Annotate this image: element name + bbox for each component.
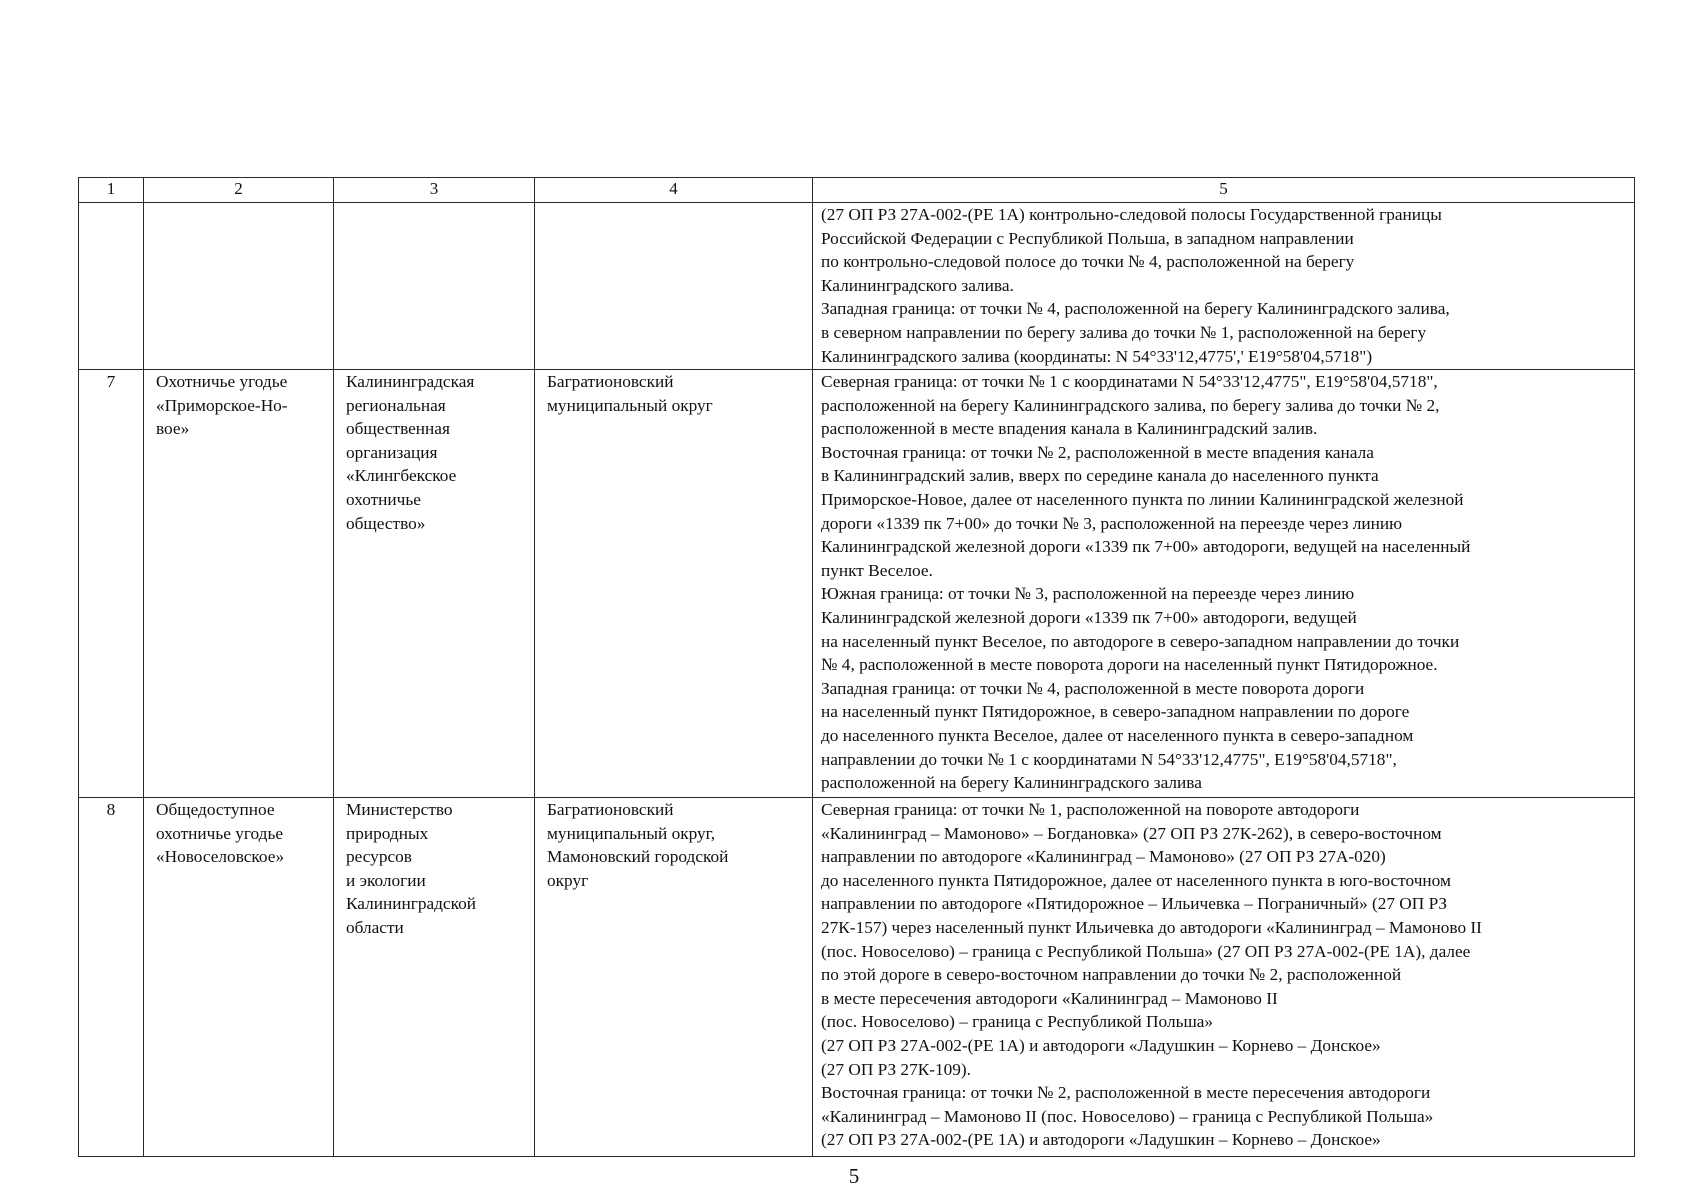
table-row-8 xyxy=(79,798,1635,1157)
boundary-line: 27К-157) через населенный пункт Ильичевка до автодороги «Калининград – Мамоново II xyxy=(821,917,1482,937)
name-line: «Новоселовское» xyxy=(156,847,285,867)
boundary-line: (пос. Новоселово) – граница с Республикой Польша» (27 ОП РЗ 27А-002-(РЕ 1А), далее xyxy=(821,941,1471,961)
cell-organization xyxy=(334,203,535,370)
boundary-line: Восточная граница: от точки № 2, расположенной в месте пересечения автодороги xyxy=(821,1083,1431,1103)
hunting-grounds-table xyxy=(78,177,1635,1157)
boundary-line: направлении по автодороге «Калининград – Мамоново» (27 ОП РЗ 27А-020) xyxy=(821,847,1386,867)
boundary-line: на населенный пункт Пятидорожное, в северо-западном направлении по дороге xyxy=(821,702,1410,722)
boundary-description xyxy=(813,798,1635,1157)
org-line: «Клингбекское xyxy=(346,466,457,486)
boundary-line: Восточная граница: от точки № 2, расположенной в месте впадения канала xyxy=(821,442,1374,462)
district-line: Багратионовский xyxy=(547,800,674,819)
cell-number xyxy=(79,203,144,370)
boundary-line: Западная граница: от точки № 4, расположенной в месте поворота дороги xyxy=(821,678,1365,698)
boundary-line: «Калининград – Мамоново II (пос. Новоселово) – граница с Республикой Польша» xyxy=(821,1106,1434,1126)
hunting-ground-name xyxy=(144,798,334,1157)
boundary-line: Приморское-Новое, далее от населенного пункта по линии Калининградской железной xyxy=(821,489,1464,509)
boundary-line: Российской Федерации с Республикой Польша, в западном направлении xyxy=(821,228,1354,248)
table-row-7 xyxy=(79,370,1635,798)
org-line: природных xyxy=(346,823,429,843)
boundary-line: Южная граница: от точки № 3, расположенной на переезде через линию xyxy=(821,584,1355,604)
boundary-line: до населенного пункта Веселое, далее от населенного пункта в северо-западном xyxy=(821,725,1414,745)
organization-name xyxy=(334,370,535,798)
boundary-line: по контрольно-следовой полосе до точки № 4, расположенной на берегу xyxy=(821,252,1355,272)
column-header-3: 3 xyxy=(334,178,535,203)
boundary-description xyxy=(813,370,1635,798)
page-number: 5 xyxy=(848,1164,860,1188)
district-name xyxy=(535,370,813,798)
boundary-line: пункт Веселое. xyxy=(821,560,933,580)
boundary-line: дороги «1339 пк 7+00» до точки № 3, расположенной на переезде через линию xyxy=(821,513,1403,533)
boundary-line: Западная граница: от точки № 4, расположенной на берегу Калининградского залива, xyxy=(821,299,1450,319)
organization-name xyxy=(334,798,535,1157)
row-number: 8 xyxy=(79,798,144,1157)
boundary-line: на населенный пункт Веселое, по автодороге в северо-западном направлении до точки xyxy=(821,631,1460,651)
column-header-4: 4 xyxy=(535,178,813,203)
boundary-line: (27 ОП РЗ 27К-109). xyxy=(821,1059,971,1079)
boundary-line: в северном направлении по берегу залива до точки № 1, расположенной на берегу xyxy=(821,322,1427,342)
boundary-line: (27 ОП РЗ 27А-002-(РЕ 1А) и автодороги «Ладушкин – Корнево – Донское» xyxy=(821,1035,1381,1055)
boundary-line: направлении по автодороге «Пятидорожное – Ильичевка – Пограничный» (27 ОП РЗ xyxy=(821,894,1448,914)
district-name xyxy=(535,798,813,1157)
boundary-line: (27 ОП РЗ 27А-002-(РЕ 1А) и автодороги «Ладушкин – Корнево – Донское» xyxy=(821,1130,1381,1150)
district-line: Мамоновский городской xyxy=(547,847,729,867)
name-line: «Приморское-Но- xyxy=(156,395,288,415)
district-line: муниципальный округ xyxy=(547,395,713,415)
district-line: Багратионовский xyxy=(547,372,674,391)
name-line: охотничье угодье xyxy=(156,823,284,843)
district-line: округ xyxy=(547,870,589,890)
boundary-line: Калининградской железной дороги «1339 пк 7+00» автодороги, ведущей xyxy=(821,607,1357,627)
table-row-continuation xyxy=(79,203,1635,370)
hunting-ground-name xyxy=(144,370,334,798)
boundary-line: в Калининградский залив, вверх по середине канала до населенного пункта xyxy=(821,466,1379,486)
boundary-line: расположенной на берегу Калининградского залива, по берегу залива до точки № 2, xyxy=(821,395,1440,415)
boundary-line: направлении до точки № 1 с координатами N 54°33'12,4775", E19°58'04,5718", xyxy=(821,749,1397,769)
column-header-1: 1 xyxy=(79,178,144,203)
cell-district xyxy=(535,203,813,370)
org-line: охотничье xyxy=(346,489,421,509)
boundary-line: Северная граница: от точки № 1, расположенной на повороте автодороги xyxy=(821,800,1360,819)
cell-ground-name xyxy=(144,203,334,370)
org-line: Калининградская xyxy=(346,372,475,391)
boundary-line: (пос. Новоселово) – граница с Республикой Польша» xyxy=(821,1012,1214,1032)
boundary-line: расположенной на берегу Калининградского залива xyxy=(821,773,1202,793)
boundary-line: расположенной в месте впадения канала в Калининградский залив. xyxy=(821,419,1318,439)
boundary-line: до населенного пункта Пятидорожное, далее от населенного пункта в юго-восточном xyxy=(821,870,1451,890)
boundary-line: Калининградского залива (координаты: N 54°33'12,4775',' E19°58'04,5718") xyxy=(821,346,1373,366)
name-line: вое» xyxy=(156,419,190,439)
column-number-row xyxy=(79,178,1635,203)
name-line: Общедоступное xyxy=(156,800,275,819)
boundary-line: Калининградского залива. xyxy=(821,275,1014,295)
column-header-5: 5 xyxy=(813,178,1635,203)
org-line: организация xyxy=(346,442,438,462)
org-line: Калининградской xyxy=(346,894,477,914)
boundary-line: (27 ОП РЗ 27А-002-(РЕ 1А) контрольно-следовой полосы Государственной границы xyxy=(821,205,1442,224)
row-number: 7 xyxy=(79,370,144,798)
boundary-line: № 4, расположенной в месте поворота дороги на населенный пункт Пятидорожное. xyxy=(821,655,1438,675)
column-header-2: 2 xyxy=(144,178,334,203)
boundary-line: Калининградской железной дороги «1339 пк 7+00» автодороги, ведущей на населенный xyxy=(821,537,1471,557)
org-line: и экологии xyxy=(346,870,426,890)
district-line: муниципальный округ, xyxy=(547,823,716,843)
org-line: области xyxy=(346,917,404,937)
org-line: региональная xyxy=(346,395,446,415)
org-line: общество» xyxy=(346,513,426,533)
boundary-line: Северная граница: от точки № 1 с координатами N 54°33'12,4775", E19°58'04,5718", xyxy=(821,372,1438,391)
boundary-line: «Калининград – Мамоново» – Богдановка» (27 ОП РЗ 27К-262), в северо-восточном xyxy=(821,823,1442,843)
boundary-line: в месте пересечения автодороги «Калининград – Мамоново II xyxy=(821,988,1278,1008)
name-line: Охотничье угодье xyxy=(156,372,288,391)
org-line: общественная xyxy=(346,419,450,439)
boundary-line: по этой дороге в северо-восточном направлении до точки № 2, расположенной xyxy=(821,965,1402,985)
cell-boundaries xyxy=(813,203,1635,370)
org-line: Министерство xyxy=(346,800,453,819)
org-line: ресурсов xyxy=(346,847,412,867)
